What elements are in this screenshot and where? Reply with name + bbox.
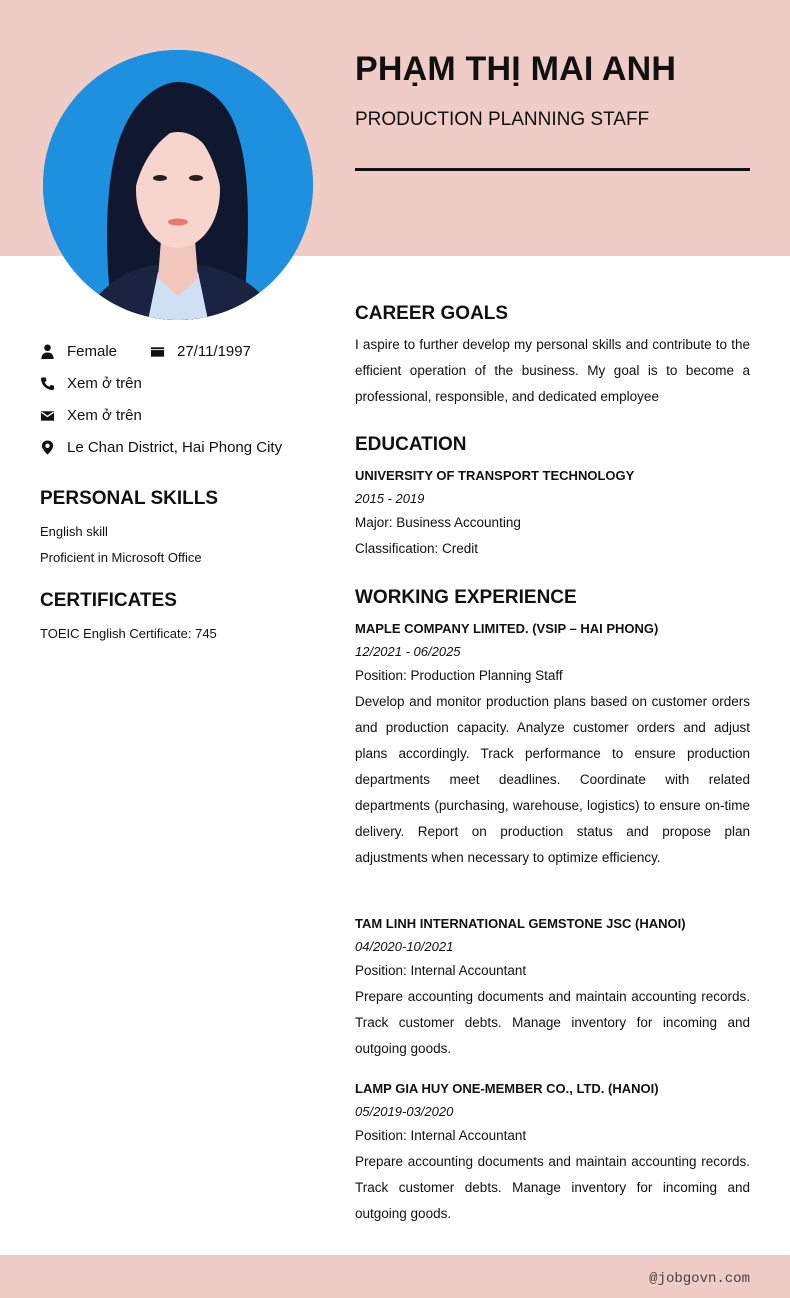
job-description: Prepare accounting documents and maintain accounting records. Track customer debts. Manage inventory for incoming and outgoing goods. xyxy=(355,1154,750,1221)
job-position: Position: Production Planning Staff xyxy=(355,668,563,683)
personal-skills-heading: PERSONAL SKILLS xyxy=(40,488,219,509)
career-goals-text: I aspire to further develop my personal skills and contribute to the efficient operation of the business. My goal is to become a professional, responsible, and dedicated employee xyxy=(355,337,750,404)
envelope-icon xyxy=(40,408,55,424)
job-description: Prepare accounting documents and maintain accounting records. Track customer debts. Manage inventory for incoming and outgoing goods. xyxy=(355,989,750,1056)
map-pin-icon xyxy=(40,440,55,456)
header-divider xyxy=(355,168,750,171)
certificate-item: TOEIC English Certificate: 745 xyxy=(40,626,217,641)
job-position: Position: Internal Accountant xyxy=(355,1128,527,1143)
candidate-name: PHẠM THỊ MAI ANH xyxy=(355,50,677,88)
contact-email xyxy=(40,407,142,424)
career-goals-heading: CAREER GOALS xyxy=(355,303,509,324)
job-dates: 05/2019-03/2020 xyxy=(355,1104,454,1119)
contact-address xyxy=(40,439,282,456)
person-icon xyxy=(40,344,55,360)
job-dates: 12/2021 - 06/2025 xyxy=(355,644,461,659)
job-description: Develop and monitor production plans based on customer orders and production capacity. Analyze customer orders and adjust plans accordingly. Track performance to ensure production departments meet deadlines. Coordinate with related departments (purchasing, warehouse, logistics) to ensure on-time delivery. Report on production status and propose plan adjustments when necessary to optimize efficiency. xyxy=(355,694,750,865)
job-entry xyxy=(355,914,750,1062)
contact-gender xyxy=(40,343,117,360)
gender-value: Female xyxy=(67,343,118,360)
footer-watermark: @jobgovn.com xyxy=(649,1271,750,1287)
calendar-icon xyxy=(150,344,165,360)
education-heading: EDUCATION xyxy=(355,434,467,455)
school-name: UNIVERSITY OF TRANSPORT TECHNOLOGY xyxy=(355,468,635,483)
contact-birthdate xyxy=(150,343,251,360)
education-classification: Classification: Credit xyxy=(355,541,479,556)
job-entry xyxy=(355,619,750,871)
job-dates: 04/2020-10/2021 xyxy=(355,939,454,954)
education-major: Major: Business Accounting xyxy=(355,515,521,530)
contact-phone xyxy=(40,375,142,392)
skill-item: English skill xyxy=(40,524,108,539)
birthdate-value: 27/11/1997 xyxy=(177,343,251,360)
address-value: Le Chan District, Hai Phong City xyxy=(67,439,283,456)
job-position: Position: Internal Accountant xyxy=(355,963,527,978)
experience-heading: WORKING EXPERIENCE xyxy=(355,587,577,608)
job-entry xyxy=(355,1079,750,1227)
job-title: PRODUCTION PLANNING STAFF xyxy=(355,109,650,130)
job-company: TAM LINH INTERNATIONAL GEMSTONE JSC (HANOI) xyxy=(355,916,686,931)
phone-value[interactable]: Xem ở trên xyxy=(67,375,142,392)
certificates-heading: CERTIFICATES xyxy=(40,590,177,611)
portrait-illustration xyxy=(43,50,313,320)
education-entry xyxy=(355,466,750,562)
job-company: LAMP GIA HUY ONE-MEMBER CO., LTD. (HANOI) xyxy=(355,1081,659,1096)
profile-photo xyxy=(43,50,313,320)
education-dates: 2015 - 2019 xyxy=(355,491,425,506)
job-company: MAPLE COMPANY LIMITED. (VSIP – HAI PHONG) xyxy=(355,621,659,636)
email-value[interactable]: Xem ở trên xyxy=(67,407,142,424)
phone-icon xyxy=(40,376,55,392)
skill-item: Proficient in Microsoft Office xyxy=(40,550,202,565)
